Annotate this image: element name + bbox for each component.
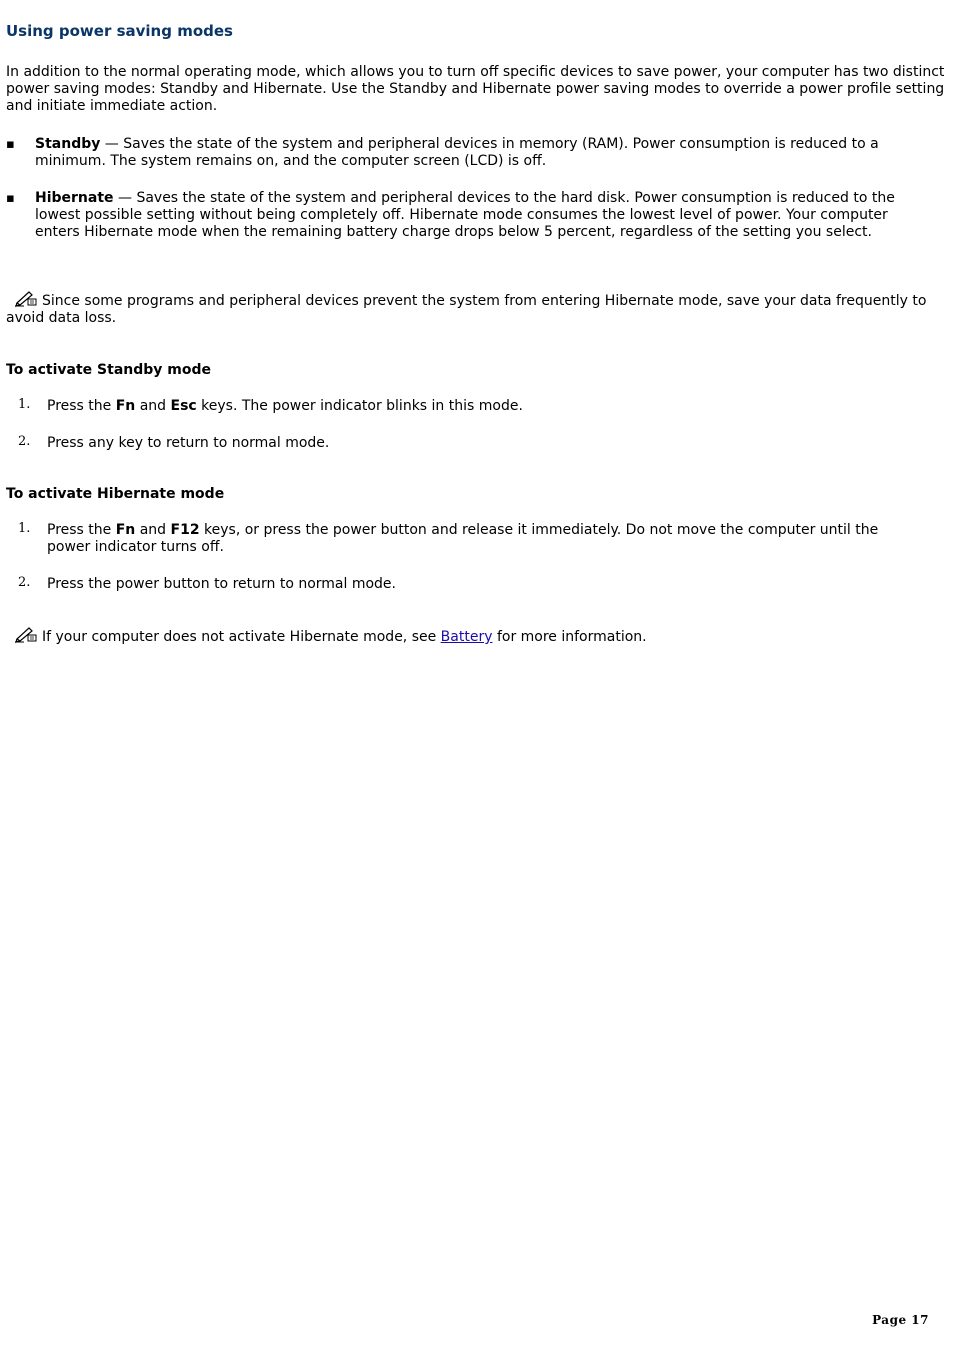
bullet-standby: [6, 136, 926, 170]
battery-link[interactable]: Battery: [440, 629, 493, 645]
bullet-text: — Saves the state of the system and peripheral devices in memory (RAM). Power consumption is reduced to a minimum. The system remains on, and the computer screen (LCD) is off.: [35, 136, 879, 169]
key-name: F12: [170, 522, 200, 538]
key-name: Fn: [115, 398, 136, 414]
standby-step-1: [6, 398, 906, 415]
bullet-text: — Saves the state of the system and peripheral devices to the hard disk. Power consumption is reduced to the lowest possible setting without being completely off. Hibernate mode consumes the lowest level of power. Your computer enters Hibernate mode when the remaining battery charge drops below 5 percent, regardless of the setting you select.: [35, 190, 895, 240]
step-text: Press the power button to return to normal mode.: [47, 576, 396, 592]
note-text: Since some programs and peripheral devices prevent the system from entering Hibernate mode, save your data frequently to avoid data loss.: [6, 293, 927, 326]
pencil-note-icon: [14, 289, 38, 307]
step-number: 1.: [18, 521, 31, 536]
step-number: 2.: [18, 434, 31, 449]
step-text: Press any key to return to normal mode.: [47, 435, 330, 451]
bullet-marker: ▪: [6, 137, 15, 152]
bullet-body: [35, 136, 926, 170]
pencil-note-icon: [14, 625, 38, 643]
step-text-part: Press the: [47, 398, 116, 414]
step-text-part: and: [135, 522, 171, 538]
note-data-loss: [6, 289, 946, 327]
standby-step-2: [6, 435, 906, 452]
step-text: [47, 522, 906, 556]
step-text-part: keys. The power indicator blinks in this mode.: [196, 398, 523, 414]
step-text-part: Press the: [47, 522, 116, 538]
bullet-marker: ▪: [6, 191, 15, 206]
note-battery: [6, 625, 946, 646]
page-number: Page 17: [872, 1313, 929, 1327]
bullet-hibernate: [6, 190, 926, 241]
hibernate-heading: To activate Hibernate mode: [6, 486, 225, 502]
standby-heading: To activate Standby mode: [6, 362, 212, 378]
step-text-part: keys, or press the power button and release it immediately. Do not move the computer until the power indicator turns off.: [47, 522, 879, 555]
page-title: Using power saving modes: [6, 22, 233, 40]
bullet-term: Standby: [35, 136, 101, 152]
step-text: [47, 398, 906, 415]
key-name: Esc: [170, 398, 197, 414]
bullet-body: [35, 190, 926, 241]
intro-paragraph: In addition to the normal operating mode, which allows you to turn off specific devices to save power, your computer has two distinct power saving modes: Standby and Hibernate. Use the Standby and Hibernate power saving modes to override a power profile setting and initiate immediate action.: [6, 64, 945, 114]
hibernate-step-1: [6, 522, 906, 556]
note-text-before: If your computer does not activate Hibernate mode, see: [42, 629, 441, 645]
step-number: 2.: [18, 575, 31, 590]
note-text-after: for more information.: [492, 629, 647, 645]
hibernate-step-2: [6, 576, 906, 593]
bullet-term: Hibernate: [35, 190, 114, 206]
step-number: 1.: [18, 397, 31, 412]
step-text-part: and: [135, 398, 171, 414]
key-name: Fn: [115, 522, 136, 538]
